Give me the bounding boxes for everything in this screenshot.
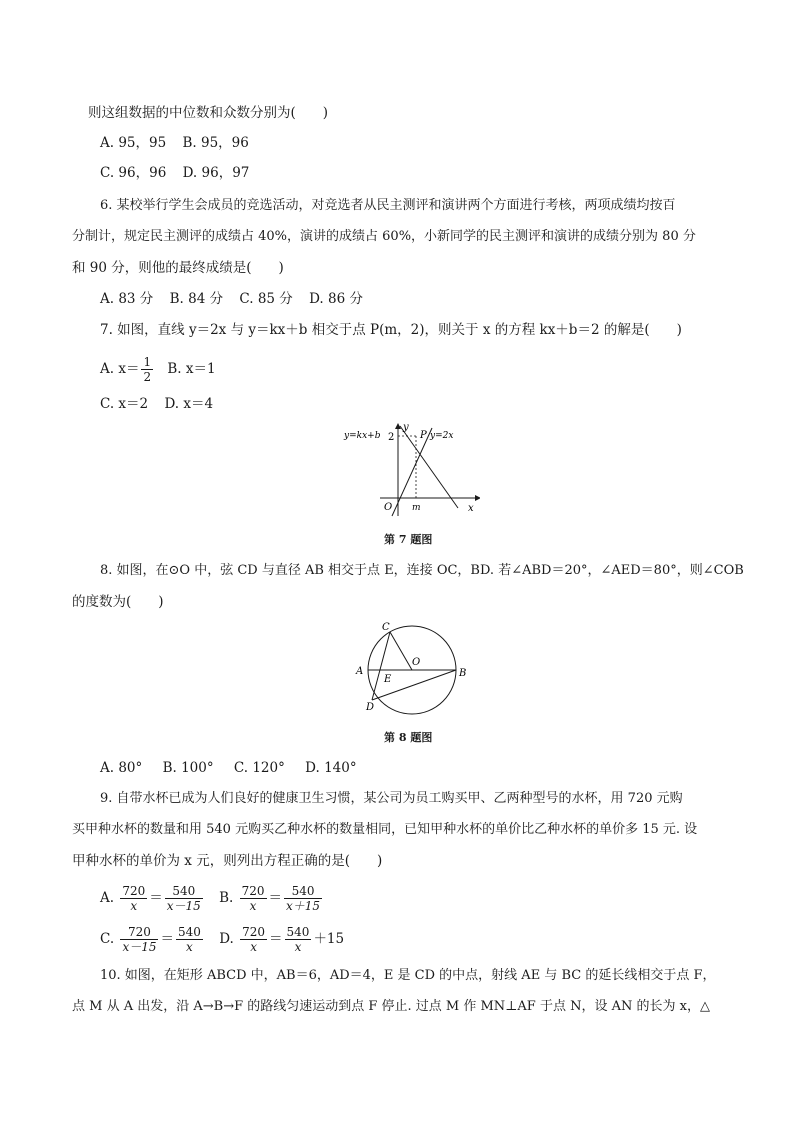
q9-option-c-left-den: x－15 bbox=[122, 940, 157, 954]
q9-option-d-right-den: x bbox=[294, 940, 302, 954]
q9-option-c bbox=[100, 925, 209, 954]
q8-label-a: A bbox=[356, 666, 364, 677]
q8-figure-caption: 第 8 题图 bbox=[384, 731, 433, 744]
q9-options-row2 bbox=[100, 923, 344, 955]
q9-option-c-label: C. bbox=[100, 931, 115, 947]
q7-option-a-fraction bbox=[141, 355, 153, 384]
q9-option-c-left-fraction bbox=[120, 925, 158, 954]
q6-option-c: C. 85 分 bbox=[239, 291, 293, 307]
q9-option-a-left-num: 720 bbox=[122, 884, 146, 898]
q5-options-row2 bbox=[100, 164, 249, 182]
q9-option-d-left-den: x bbox=[250, 940, 257, 954]
q6-option-a: A. 83 分 bbox=[100, 291, 154, 307]
q5-option-d: D. 96，97 bbox=[182, 165, 250, 181]
q8-figure bbox=[352, 618, 472, 718]
q7-figure-caption: 第 7 题图 bbox=[384, 533, 433, 546]
q9-option-d-right-fraction bbox=[285, 925, 312, 954]
q7-label-ykxb: y=kx+b bbox=[344, 431, 381, 441]
q9-line2: 买甲种水杯的数量和用 540 元购买乙种水杯的数量相同，已知甲种水杯的单价比乙种水杯的单价多 15 元. 设 bbox=[72, 822, 698, 837]
q6-line2: 分制计，规定民主测评的成绩占 40%，演讲的成绩占 60%，小新同学的民主测评和演讲的成绩分别为 80 分 bbox=[72, 229, 696, 244]
q7-option-c: C. x＝2 bbox=[100, 396, 149, 412]
q9-option-b-eq: ＝ bbox=[268, 890, 283, 906]
q8-label-c: C bbox=[382, 622, 390, 633]
q9-option-d-left-num: 720 bbox=[242, 925, 266, 939]
q9-option-a-right-num: 540 bbox=[165, 884, 203, 899]
q7-option-a-numerator: 1 bbox=[143, 355, 152, 369]
q8-segment-oc bbox=[390, 632, 412, 670]
q8-option-a: A. 80° bbox=[100, 760, 143, 776]
q9-option-c-eq: ＝ bbox=[160, 931, 174, 947]
q8-option-c: C. 120° bbox=[233, 760, 285, 776]
q9-option-c-right-fraction bbox=[176, 925, 203, 954]
q9-option-d-tail: ＋15 bbox=[313, 931, 345, 947]
q7-label-2: 2 bbox=[388, 432, 395, 443]
q9-option-b-right-num: 540 bbox=[284, 884, 322, 899]
q10-line1: 10. 如图，在矩形 ABCD 中，AB＝6，AD＝4，E 是 CD 的中点，射线 AE 与 BC 的延长线相交于点 F， bbox=[100, 968, 716, 983]
q7-label-p: P bbox=[420, 430, 427, 441]
q5-stem: 则这组数据的中位数和众数分别为( ) bbox=[88, 105, 329, 121]
q9-option-d-left-fraction bbox=[240, 925, 267, 954]
q5-option-a: A. 95，95 bbox=[100, 135, 167, 151]
q7-label-m: m bbox=[412, 503, 421, 513]
q6-options bbox=[100, 290, 363, 308]
q8-label-e: E bbox=[384, 674, 392, 685]
q7-option-a bbox=[100, 355, 159, 384]
q9-option-b-left-num: 720 bbox=[241, 884, 265, 898]
q9-options-row1 bbox=[100, 882, 324, 914]
q8-option-d: D. 140° bbox=[305, 760, 357, 776]
q5-options-row1 bbox=[100, 134, 249, 152]
q7-options-row1 bbox=[100, 354, 216, 384]
q8-label-d: D bbox=[366, 702, 375, 713]
q7-option-d: D. x＝4 bbox=[164, 396, 214, 412]
q8-option-b: B. 100° bbox=[162, 760, 214, 776]
q9-option-c-right-num: 540 bbox=[177, 925, 201, 939]
q7-label-x: x bbox=[468, 503, 474, 514]
q9-option-b-right-fraction bbox=[284, 884, 322, 913]
q10-line2: 点 M 从 A 出发，沿 A→B→F 的路线匀速运动到点 F 停止. 过点 M 作 MN⊥AF 于点 N，设 AN 的长为 x，△ bbox=[72, 999, 710, 1014]
q9-option-a-label: A. bbox=[100, 890, 115, 906]
q9-option-d-eq: ＝ bbox=[269, 931, 283, 947]
q9-option-c-left-num: 720 bbox=[120, 925, 158, 940]
q9-line1: 9. 自带水杯已成为人们良好的健康卫生习惯，某公司为员工购买甲、乙两种型号的水杯，用 720 元购 bbox=[100, 791, 683, 806]
q9-option-b-left-den: x bbox=[249, 899, 257, 913]
q8-options bbox=[100, 759, 357, 777]
q9-option-d bbox=[219, 925, 345, 954]
q7-figure bbox=[340, 418, 480, 518]
q7-options-row2 bbox=[100, 395, 213, 413]
q8-chord-cd bbox=[372, 632, 390, 700]
q9-option-a bbox=[100, 884, 209, 913]
q8-line1: 8. 如图，在⊙O 中，弦 CD 与直径 AB 相交于点 E，连接 OC，BD. 若∠ABD＝20°，∠AED＝80°，则∠COB bbox=[100, 563, 744, 578]
q7-option-a-denominator: 2 bbox=[143, 370, 152, 384]
q9-option-a-eq: ＝ bbox=[149, 890, 163, 906]
q9-option-a-left-fraction bbox=[120, 884, 147, 913]
q7-label-y2x: y=2x bbox=[430, 431, 454, 441]
q9-line3: 甲种水杯的单价为 x 元，则列出方程正确的是( ) bbox=[72, 853, 383, 869]
q9-option-a-right-den: x－15 bbox=[166, 899, 201, 913]
q6-line3: 和 90 分，则他的最终成绩是( ) bbox=[72, 260, 284, 276]
q8-label-b: B bbox=[459, 668, 467, 679]
q9-option-d-right-num: 540 bbox=[286, 925, 310, 939]
q6-option-b: B. 84 分 bbox=[169, 291, 224, 307]
q7-stem: 7. 如图，直线 y＝2x 与 y＝kx＋b 相交于点 P(m，2)，则关于 x 的方程 kx＋b＝2 的解是( ) bbox=[100, 322, 682, 338]
q7-option-a-prefix: A. x＝ bbox=[100, 361, 140, 377]
q9-option-b bbox=[219, 884, 324, 913]
q7-label-o: O bbox=[384, 502, 393, 513]
q8-line2: 的度数为( ) bbox=[72, 594, 164, 610]
q7-label-y: y bbox=[403, 422, 409, 433]
q9-option-d-label: D. bbox=[219, 931, 234, 947]
q9-option-a-right-fraction bbox=[165, 884, 203, 913]
q7-option-b: B. x＝1 bbox=[167, 361, 216, 377]
q6-line1: 6. 某校举行学生会成员的竞选活动，对竞选者从民主测评和演讲两个方面进行考核，两项成绩均按百 bbox=[100, 198, 676, 213]
q5-option-c: C. 96，96 bbox=[100, 165, 167, 181]
q9-option-b-right-den: x＋15 bbox=[286, 899, 321, 913]
q5-option-b: B. 95，96 bbox=[182, 135, 249, 151]
q9-option-b-label: B. bbox=[219, 890, 234, 906]
q9-option-b-left-fraction bbox=[240, 884, 267, 913]
q9-option-a-left-den: x bbox=[130, 899, 138, 913]
q8-label-o: O bbox=[412, 657, 421, 668]
q6-option-d: D. 86 分 bbox=[309, 291, 363, 307]
q9-option-c-right-den: x bbox=[186, 940, 193, 954]
